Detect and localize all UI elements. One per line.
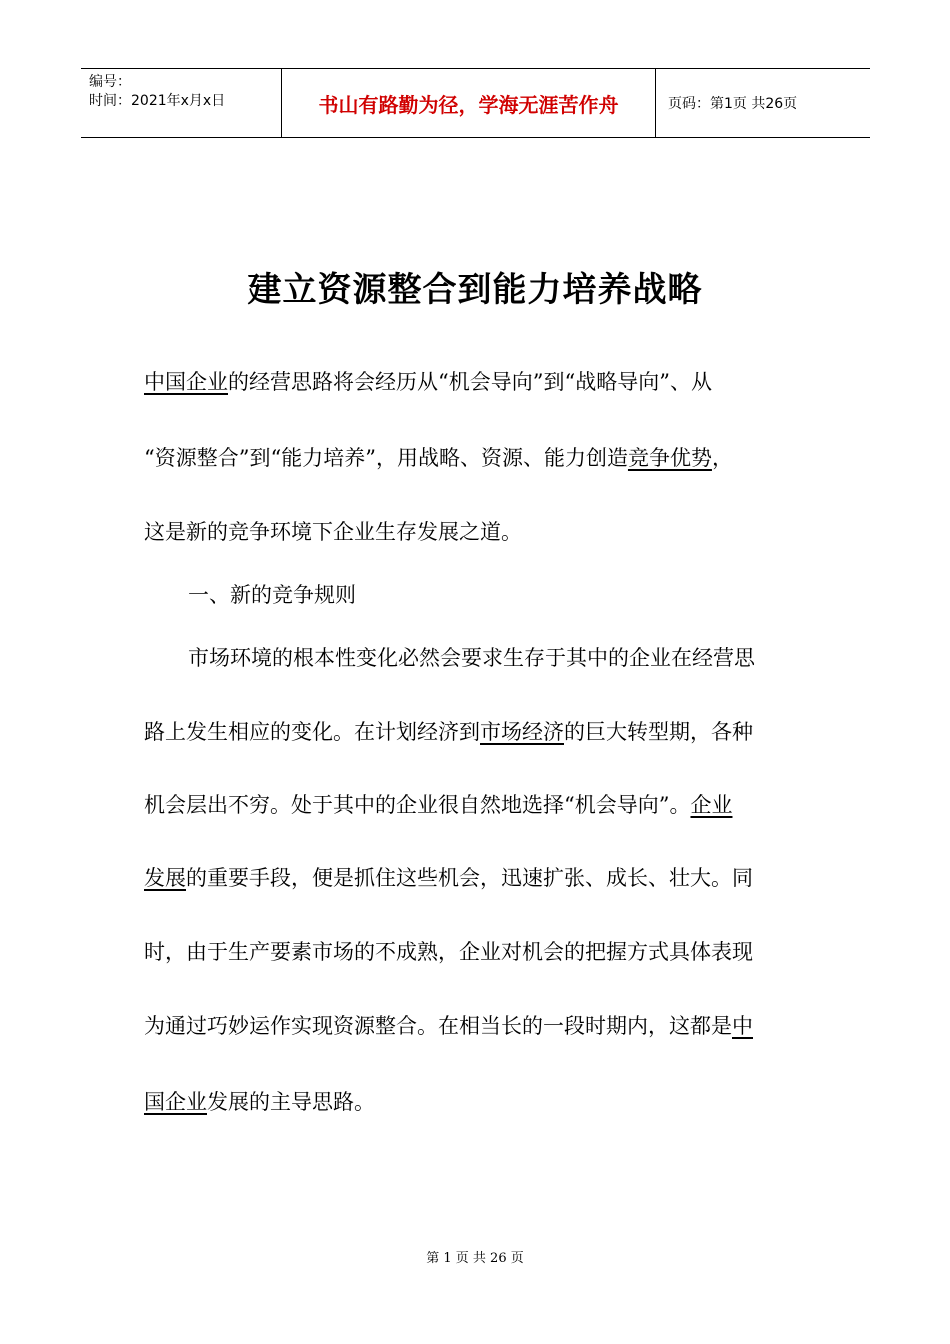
- text-segment: 路上发生相应的变化。在计划经济到: [144, 720, 480, 744]
- link-term[interactable]: 竞争优势: [627, 446, 712, 470]
- body-line: [144, 790, 732, 820]
- page-header: [81, 68, 870, 138]
- document-number-label: 编号：: [89, 74, 131, 90]
- page-footer: 第 1 页 共 26 页: [426, 1251, 524, 1266]
- link-term[interactable]: 国企业: [144, 1090, 207, 1114]
- text-segment: 这是新的竞争环境下企业生存发展之道。: [144, 520, 522, 544]
- text-segment: 发展的主导思路。: [207, 1090, 375, 1114]
- text-segment: “资源整合”到“能力培养”，用战略、资源、能力创造: [144, 446, 628, 470]
- body-line: [144, 443, 733, 473]
- body-line: [188, 580, 356, 610]
- link-term[interactable]: 中: [732, 1014, 753, 1038]
- text-segment: ，: [711, 446, 733, 470]
- text-segment: 市场环境的根本性变化必然会要求生存于其中的企业在经营思: [188, 646, 755, 670]
- text-segment: 的重要手段，便是抓住这些机会，迅速扩张、成长、壮大。同: [186, 866, 753, 890]
- link-term[interactable]: 市场经济: [480, 720, 564, 744]
- body-line: [144, 717, 753, 747]
- link-term[interactable]: 企业: [690, 793, 733, 817]
- body-line: [144, 517, 522, 547]
- link-term[interactable]: 发展: [144, 866, 186, 890]
- body-line: [144, 863, 753, 893]
- document-title: 建立资源整合到能力培养战略: [247, 270, 703, 310]
- body-line: [144, 937, 753, 967]
- text-segment: 的巨大转型期，各种: [564, 720, 753, 744]
- header-meta-cell: [81, 69, 282, 137]
- header-page-info: 页码：第1页 共26页: [668, 96, 798, 112]
- text-segment: 时，由于生产要素市场的不成熟，企业对机会的把握方式具体表现: [144, 940, 753, 964]
- header-motto: 书山有路勤为径，学海无涯苦作舟: [282, 69, 656, 137]
- body-line: [144, 1011, 753, 1041]
- text-segment: 为通过巧妙运作实现资源整合。在相当长的一段时期内，这都是: [144, 1014, 732, 1038]
- body-line: [188, 643, 755, 673]
- text-segment: 机会层出不穷。处于其中的企业很自然地选择“机会导向”。: [144, 793, 691, 817]
- document-time-label: 时间：2021年x月x日: [89, 93, 226, 109]
- body-line: [144, 1087, 375, 1117]
- link-term[interactable]: 中国企业: [144, 370, 228, 394]
- body-line: [144, 367, 712, 397]
- text-segment: 的经营思路将会经历从“机会导向”到“战略导向”、从: [228, 370, 712, 394]
- text-segment: 一、新的竞争规则: [188, 583, 356, 607]
